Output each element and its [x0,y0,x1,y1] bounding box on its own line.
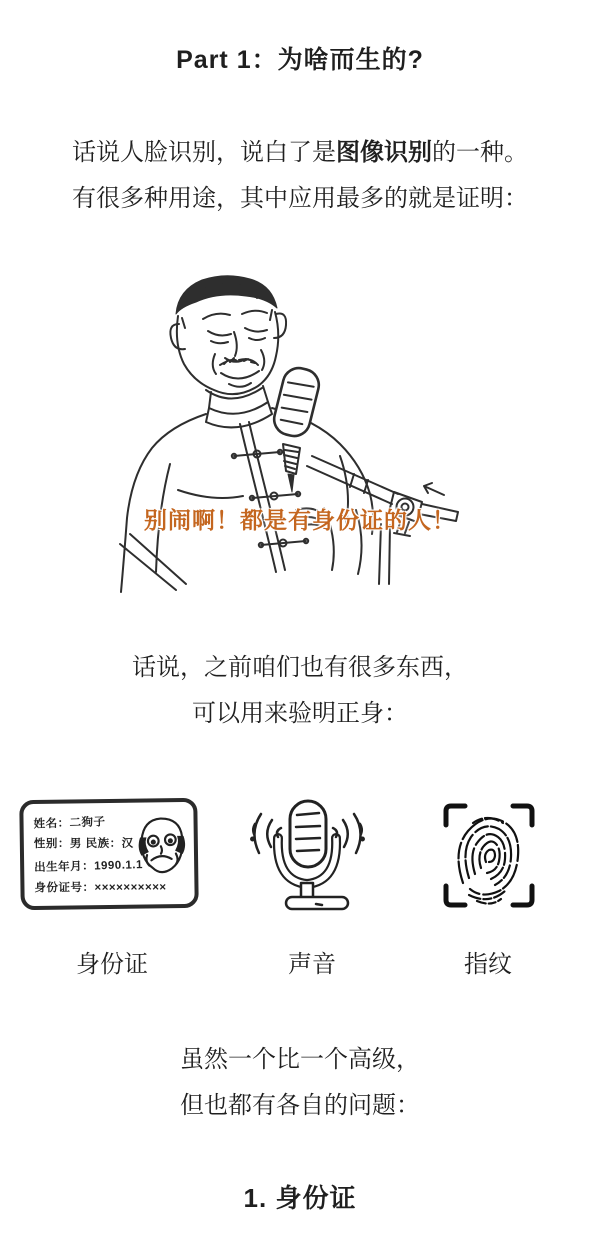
fingerprint-ridges [459,818,519,904]
microphone-and-stand [271,365,458,584]
intro-line-1-pre: 话说人脸识别，说白了是 [72,139,336,166]
outro-line-1: 虽然一个比一个高级， [180,1046,420,1073]
intro-line-1 [0,130,600,176]
id-card-field-number: 身份证号：×××××××××× [34,881,167,895]
tang-suit-body [120,386,373,592]
performer-illustration [118,252,482,594]
method-label-fingerprint: 指纹 [464,951,512,978]
mandarin-collar [206,402,272,427]
sound-waves-right [343,814,364,853]
performer-illustration-svg [118,252,482,594]
id-card-field-name: 姓名：二狗子 [33,816,106,831]
frog-toggle-1 [232,450,282,458]
intro-line-1-bold: 图像识别 [336,139,432,166]
outro-line-2: 但也都有各自的问题： [180,1092,420,1119]
intro-paragraph [0,130,600,222]
frog-toggle-3 [259,539,308,547]
middle-line-2: 可以用来验明正身： [192,700,408,727]
middle-paragraph [0,645,600,737]
fingerprint-icon [438,798,540,913]
section-heading: 1. 身份证 [243,1183,357,1213]
voice-icon-wrap [250,796,366,914]
mic-capsule [290,801,326,867]
method-label-voice: 声音 [288,951,336,978]
eyebrows [203,311,267,319]
intro-line-2: 有很多种用途，其中应用最多的就是证明： [72,185,528,212]
cartoon-face-icon [135,814,188,879]
outro-paragraph [0,1037,600,1129]
intro-line-1-post: 的一种。 [432,139,528,166]
hair [176,276,277,328]
left-forearm [120,534,186,590]
arrow-doodle [424,483,444,495]
method-label-idcard: 身份证 [76,951,148,978]
mouth [221,371,259,387]
nose [225,332,246,362]
sound-waves-left [251,814,272,853]
id-card-icon [19,798,199,910]
mic-boom-arm [307,456,398,504]
fingerprint-icon-wrap [438,798,540,913]
id-card-field-birth: 出生年月：1990.1.1 [34,859,144,875]
microphone-grip [283,444,300,492]
page-title: Part 1：为啥而生的? [176,46,424,74]
microphone-icon [250,796,366,914]
speech-caption: 别闹啊！都是有身份证的人！ [144,507,456,533]
middle-line-1: 话说，之前咱们也有很多东西， [132,654,468,681]
id-card-field-gender: 性别：男 民族：汉 [33,837,134,851]
face [170,311,286,399]
eyes [208,328,267,335]
microphone-head [271,365,322,440]
